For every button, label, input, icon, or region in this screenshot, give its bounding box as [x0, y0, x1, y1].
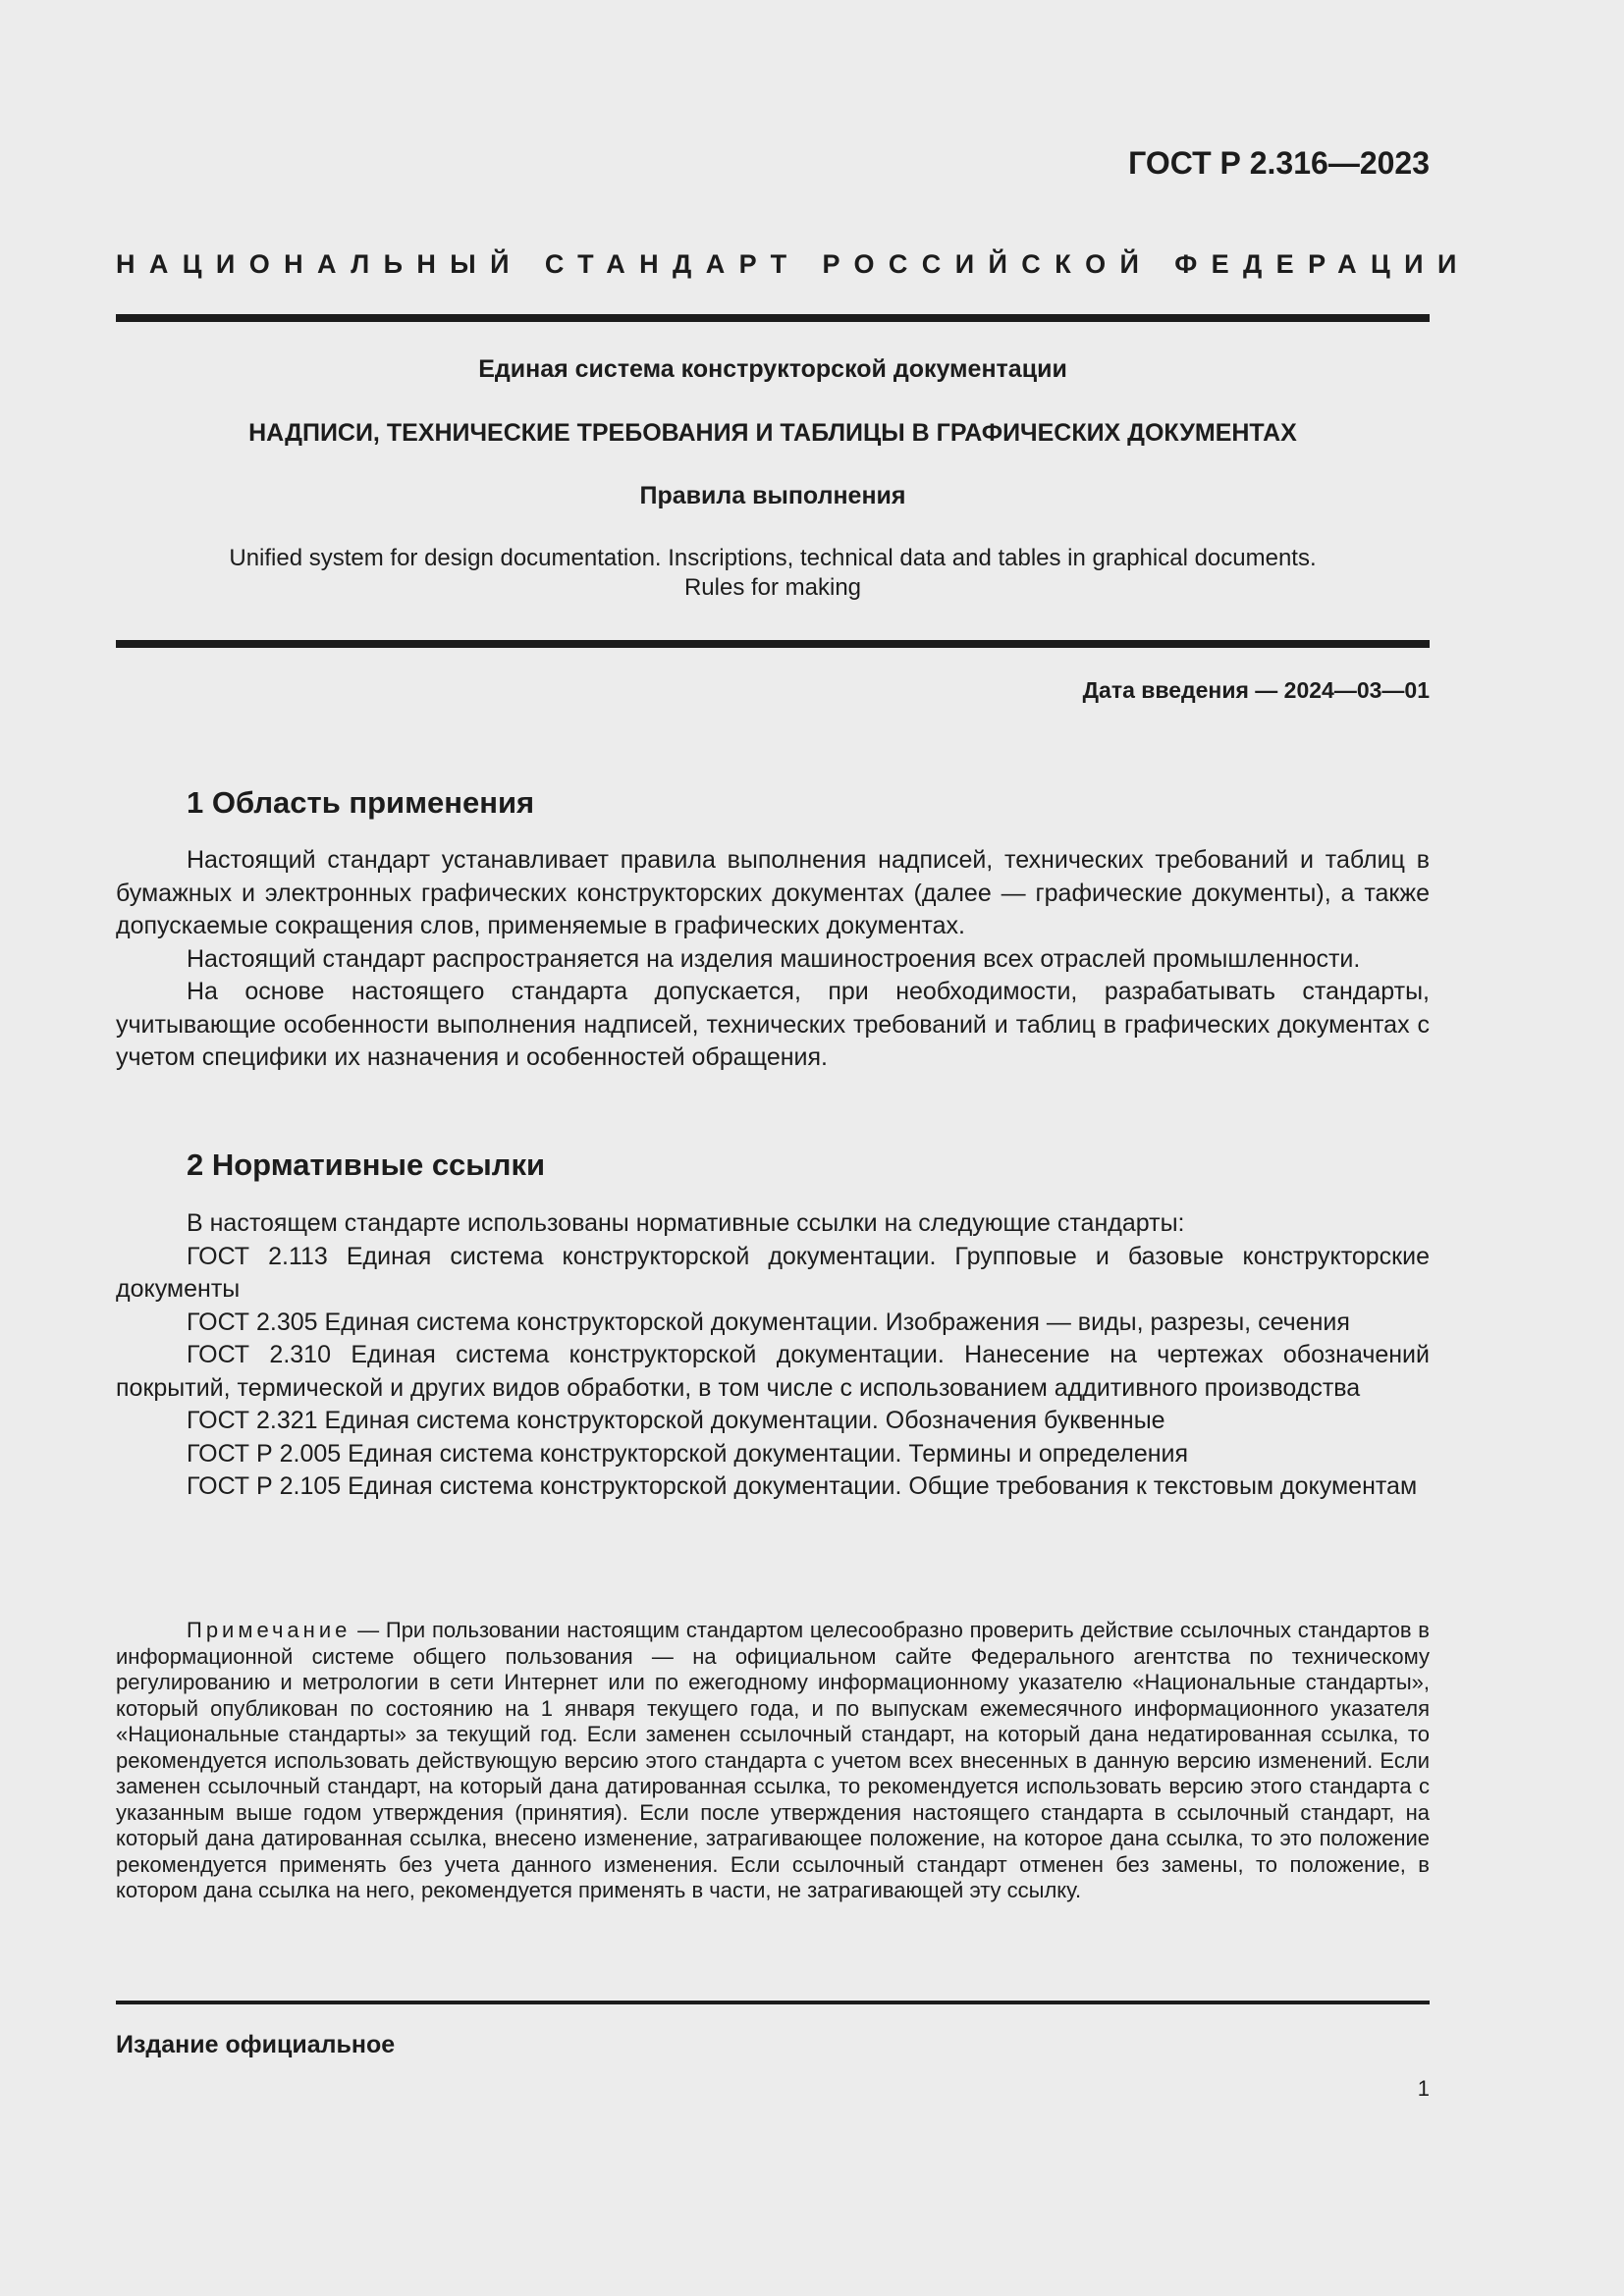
title-divider: [116, 640, 1430, 648]
section-2-heading: 2 Нормативные ссылки: [187, 1148, 546, 1182]
section-1-paragraph: Настоящий стандарт распространяется на изделия машиностроения всех отраслей промышленности.: [187, 944, 1361, 973]
reference-item: ГОСТ 2.113 Единая система конструкторской документации. Групповые и базовые конструкторские документы: [116, 1242, 1430, 1303]
references-intro: В настоящем стандарте использованы нормативные ссылки на следующие стандарты:: [187, 1209, 1185, 1237]
section-1-heading: 1 Область применения: [187, 785, 535, 820]
section-2-body: [116, 1207, 1430, 1504]
english-title-line-2: Rules for making: [683, 574, 862, 601]
note-block: [116, 1618, 1430, 1904]
series-title: Единая система конструкторской документации: [478, 355, 1067, 383]
page-number: 1: [1417, 2076, 1430, 2101]
note-label: Примечание: [187, 1618, 352, 1642]
note-paragraph: [116, 1618, 1430, 1904]
document-number: ГОСТ Р 2.316—2023: [1128, 145, 1430, 181]
reference-item: ГОСТ 2.321 Единая система конструкторской документации. Обозначения буквенные: [187, 1407, 1165, 1434]
note-text: — При пользовании настоящим стандартом целесообразно проверить действие ссылочных стандартов в информационной системе общего пользования — на официальном сайте Федерального агентства по техническому регулированию и метрологии в сети Интернет или по ежегодному информационному указателю «Национальные стандарты», который опубликован по состоянию на 1 января текущего года, и по выпускам ежемесячного информационного указателя «Национальные стандарты» за текущий год. Если заменен ссылочный стандарт, на который дана недатированная ссылка, то рекомендуется использовать действующую версию этого стандарта с учетом всех внесенных в данную версию изменений. Если заменен ссылочный стандарт, на который дана датированная ссылка, то рекомендуется использовать версию этого стандарта с указанным выше годом утверждения (принятия). Если после утверждения настоящего стандарта в ссылочный стандарт, на который дана датированная ссылка, внесено изменение, затрагивающее положение, на которое дана ссылка, то это положение рекомендуется применять без учета данного изменения. Если ссылочный стандарт отменен без замены, то положение, в котором дана ссылка на него, рекомендуется применять в части, не затрагивающей эту ссылку.: [116, 1618, 1430, 1902]
reference-item: ГОСТ Р 2.005 Единая система конструкторской документации. Термины и определения: [187, 1439, 1189, 1468]
top-divider: [116, 314, 1430, 322]
section-1-paragraph: Настоящий стандарт устанавливает правила выполнения надписей, технических требований и таблиц в бумажных и электронных графических конструкторских документах (далее — графические документы), а также допускаемые сокращения слов, применяемые в графических документах.: [116, 846, 1430, 939]
section-1-paragraph: На основе настоящего стандарта допускается, при необходимости, разрабатывать стандарты, учитывающие особенности выполнения надписей, технических требований и таблиц в графических документах с учетом специфики их назначения и особенностей обращения.: [116, 978, 1430, 1071]
reference-item: ГОСТ 2.305 Единая система конструкторской документации. Изображения — виды, разрезы, сечения: [187, 1308, 1350, 1336]
introduction-date: Дата введения — 2024—03—01: [1082, 677, 1430, 703]
english-title: [116, 544, 1430, 603]
reference-item: ГОСТ 2.310 Единая система конструкторской документации. Нанесение на чертежах обозначений покрытий, термической и других видов обработки, в том числе с использованием аддитивного производства: [116, 1341, 1430, 1402]
official-edition-label: Издание официальное: [116, 2031, 396, 2058]
english-title-line-1: Unified system for design documentation. Inscriptions, technical data and tables in graphical documents.: [229, 545, 1317, 571]
document-subtitle: Правила выполнения: [639, 482, 906, 509]
footer-divider: [116, 2001, 1430, 2004]
section-1-body: [116, 844, 1430, 1075]
national-standard-banner: НАЦИОНАЛЬНЫЙ СТАНДАРТ РОССИЙСКОЙ ФЕДЕРАЦИИ: [116, 249, 1471, 279]
document-title: НАДПИСИ, ТЕХНИЧЕСКИЕ ТРЕБОВАНИЯ И ТАБЛИЦЫ В ГРАФИЧЕСКИХ ДОКУМЕНТАХ: [248, 419, 1297, 447]
reference-item: ГОСТ Р 2.105 Единая система конструкторской документации. Общие требования к текстовым документам: [187, 1472, 1418, 1500]
